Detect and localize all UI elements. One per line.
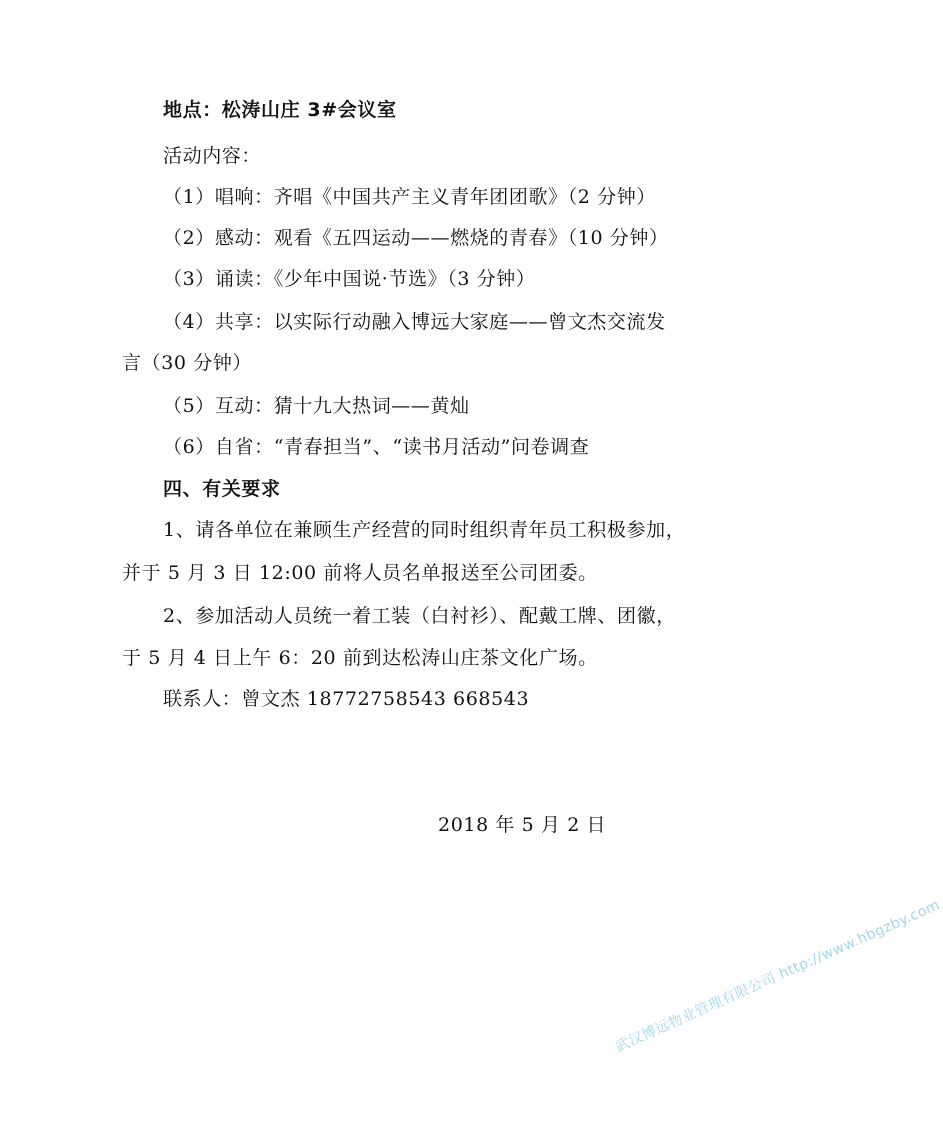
activity-item: （1）唱响：齐唱《中国共产主义青年团团歌》（2 分钟）	[163, 186, 656, 208]
activity-item: （4）共享：以实际行动融入博远大家庭——曾文杰交流发	[163, 311, 666, 333]
requirement-line: 2、参加活动人员统一着工装（白衬衫）、配戴工牌、团徽，	[163, 605, 676, 627]
activity-item-continued: 言（30 分钟）	[122, 352, 253, 374]
document-date: 2018 年 5 月 2 日	[438, 814, 607, 836]
watermark-stamp: 武汉博远物业管理有限公司 http://www.hbgzby.com	[613, 897, 943, 1056]
activity-item: （2）感动：观看《五四运动——燃烧的青春》（10 分钟）	[163, 227, 669, 249]
location-line: 地点：松涛山庄 3#会议室	[163, 99, 397, 121]
activity-item: （3）诵读：《少年中国说·节选》（3 分钟）	[163, 268, 536, 290]
contact-line: 联系人：曾文杰 18772758543 668543	[163, 688, 530, 710]
requirement-line: 于 5 月 4 日上午 6：20 前到达松涛山庄茶文化广场。	[122, 647, 598, 669]
section-title: 四、有关要求	[163, 478, 281, 500]
activity-item: （6）自省：“青春担当”、“读书月活动”问卷调查	[163, 436, 590, 458]
content-heading: 活动内容：	[163, 145, 262, 167]
requirement-line: 并于 5 月 3 日 12:00 前将人员名单报送至公司团委。	[122, 562, 598, 584]
activity-item: （5）互动：猜十九大热词——黄灿	[163, 395, 470, 417]
requirement-line: 1、请各单位在兼顾生产经营的同时组织青年员工积极参加，	[163, 519, 686, 541]
